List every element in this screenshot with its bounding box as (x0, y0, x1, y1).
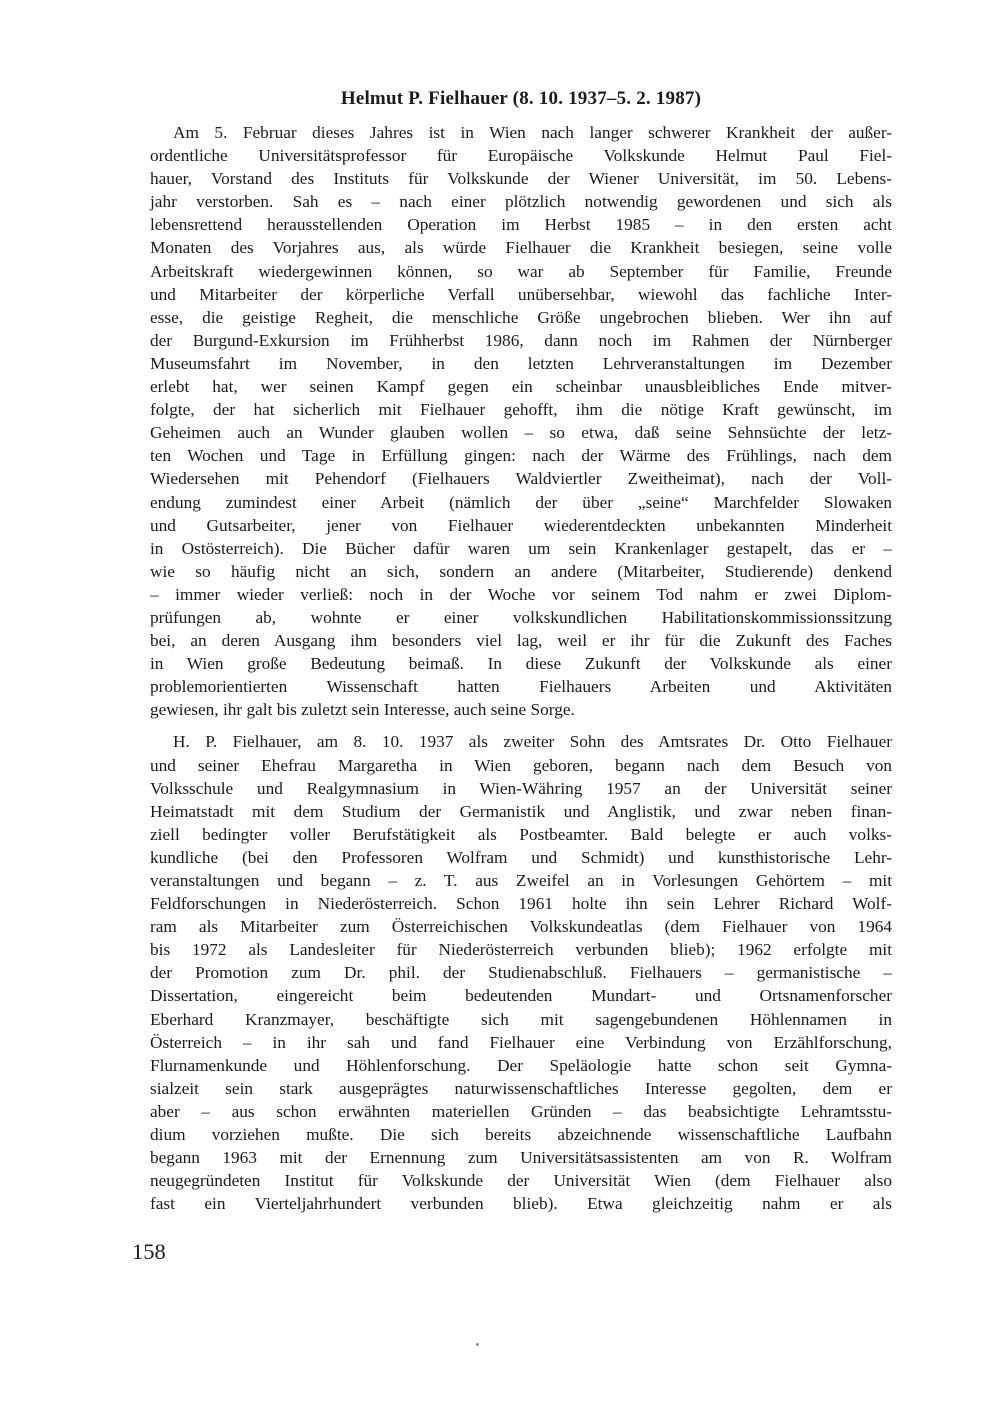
text-line: und Gutsarbeiter, jener von Fielhauer wiederentdeckten unbekannten Minderheit (150, 515, 892, 535)
article-body (150, 121, 892, 1215)
text-line: Eberhard Kranzmayer, beschäftigte sich mit sagengebundenen Höhlennamen in (150, 1009, 892, 1029)
text-line: bis 1972 als Landesleiter für Niederösterreich verbunden blieb); 1962 erfolgte mit (150, 940, 892, 960)
text-line: Monaten des Vorjahres aus, als würde Fielhauer die Krankheit besiegen, seine volle (150, 238, 892, 258)
text-line: in Ostösterreich). Die Bücher dafür waren um sein Krankenlager gestapelt, das er – (150, 538, 892, 558)
text-line: erlebt hat, wer seinen Kampf gegen ein scheinbar unausbleibliches Ende mitver- (150, 377, 892, 397)
text-line: Geheimen auch an Wunder glauben wollen – so etwa, daß seine Sehnsüchte der letz- (150, 423, 892, 443)
text-line: ziell bedingter voller Berufstätigkeit als Postbeamter. Bald belegte er auch volks- (150, 824, 892, 844)
text-line: sialzeit sein stark ausgeprägtes naturwissenschaftliches Interesse gegolten, dem er (150, 1078, 892, 1098)
text-line: jahr verstorben. Sah es – nach einer plötzlich notwendig gewordenen und sich als (150, 192, 892, 212)
text-line: bei, an deren Ausgang ihm besonders viel lag, weil er ihr für die Zukunft des Faches (150, 631, 892, 651)
text-line: der Promotion zum Dr. phil. der Studienabschluß. Fielhauers – germanistische – (150, 963, 892, 983)
text-line: Am 5. Februar dieses Jahres ist in Wien nach langer schwerer Krankheit der außer- (173, 123, 892, 142)
text-line: kundliche (bei den Professoren Wolfram und Schmidt) und kunsthistorische Lehr- (150, 847, 892, 867)
article-title: Helmut P. Fielhauer (8. 10. 1937–5. 2. 1987) (340, 88, 702, 109)
text-line: ten Wochen und Tage in Erfüllung gingen: nach der Wärme des Frühlings, nach dem (150, 446, 892, 466)
text-line: wie so häufig nicht an sich, sondern an andere (Mitarbeiter, Studierende) denkend (150, 561, 892, 581)
text-line: aber – aus schon erwähnten materiellen Gründen – das beabsichtigte Lehramtsstu- (150, 1101, 892, 1121)
text-line: Flurnamenkunde und Höhlenforschung. Der Speläologie hatte schon seit Gymna- (150, 1055, 892, 1075)
text-line: prüfungen ab, wohnte er einer volkskundlichen Habilitationskommissionssitzung (150, 607, 892, 627)
text-line: begann 1963 mit der Ernennung zum Universitätsassistenten am von R. Wolfram (150, 1148, 892, 1168)
text-line: Heimatstadt mit dem Studium der Germanistik und Anglistik, und zwar neben finan- (150, 801, 892, 821)
text-line: gewiesen, ihr galt bis zuletzt sein Interesse, auch seine Sorge. (150, 700, 575, 720)
text-line: – immer wieder verließ: noch in der Woche vor seinem Tod nahm er zwei Diplom- (150, 584, 892, 604)
text-line: ram als Mitarbeiter zum Österreichischen Volkskundeatlas (dem Fielhauer von 1964 (150, 917, 892, 937)
text-line: H. P. Fielhauer, am 8. 10. 1937 als zweiter Sohn des Amtsrates Dr. Otto Fielhauer (173, 732, 892, 752)
text-line: veranstaltungen und begann – z. T. aus Zweifel an in Vorlesungen Gehörtem – mit (150, 871, 892, 890)
paragraph (150, 121, 892, 721)
text-line: Volksschule und Realgymnasium in Wien-Währing 1957 an der Universität seiner (150, 778, 892, 798)
text-line: Wiedersehen mit Pehendorf (Fielhauers Waldviertler Zweitheimat), nach der Voll- (150, 469, 892, 489)
text-line: Museumsfahrt im November, in den letzten Lehrveranstaltungen im Dezember (150, 353, 892, 373)
text-line: in Wien große Bedeutung beimaß. In diese Zukunft der Volkskunde als einer (150, 654, 892, 674)
text-line: problemorientierten Wissenschaft hatten Fielhauers Arbeiten und Aktivitäten (150, 677, 892, 697)
text-line: lebensrettend herausstellenden Operation im Herbst 1985 – in den ersten acht (150, 215, 892, 235)
text-line: der Burgund-Exkursion im Frühherbst 1986, dann noch im Rahmen der Nürnberger (150, 330, 892, 350)
text-line: fast ein Vierteljahrhundert verbunden blieb). Etwa gleichzeitig nahm er als (150, 1194, 892, 1214)
text-line: folgte, der hat sicherlich mit Fielhauer gehofft, ihm die nötige Kraft gewünscht, im (150, 400, 892, 420)
text-line: esse, die geistige Regheit, die menschliche Größe ungebrochen blieben. Wer ihn auf (150, 307, 892, 327)
paragraph (150, 730, 892, 1215)
page-number: 158 (132, 1239, 166, 1264)
text-line: Österreich – in ihr sah und fand Fielhauer eine Verbindung von Erzählforschung, (150, 1032, 892, 1052)
text-line: endung zumindest einer Arbeit (nämlich der über „seine“ Marchfelder Slowaken (150, 492, 892, 512)
text-line: Dissertation, eingereicht beim bedeutenden Mundart- und Ortsnamenforscher (150, 986, 892, 1006)
text-line: hauer, Vorstand des Instituts für Volkskunde der Wiener Universität, im 50. Lebens- (150, 169, 892, 189)
text-line: ordentliche Universitätsprofessor für Europäische Volkskunde Helmut Paul Fiel- (150, 146, 892, 166)
text-line: neugegründeten Institut für Volkskunde der Universität Wien (dem Fielhauer also (150, 1171, 892, 1191)
text-line: und seiner Ehefrau Margaretha in Wien geboren, begann nach dem Besuch von (150, 755, 892, 775)
text-line: Arbeitskraft wiedergewinnen können, so war ab September für Familie, Freunde (150, 261, 892, 281)
scan-speck-artifact (476, 1343, 479, 1346)
text-line: Feldforschungen in Niederösterreich. Schon 1961 holte ihn sein Lehrer Richard Wolf- (150, 894, 892, 914)
text-line: dium vorziehen mußte. Die sich bereits abzeichnende wissenschaftliche Laufbahn (150, 1125, 892, 1145)
text-line: und Mitarbeiter der körperliche Verfall unübersehbar, wiewohl das fachliche Inter- (150, 284, 892, 304)
